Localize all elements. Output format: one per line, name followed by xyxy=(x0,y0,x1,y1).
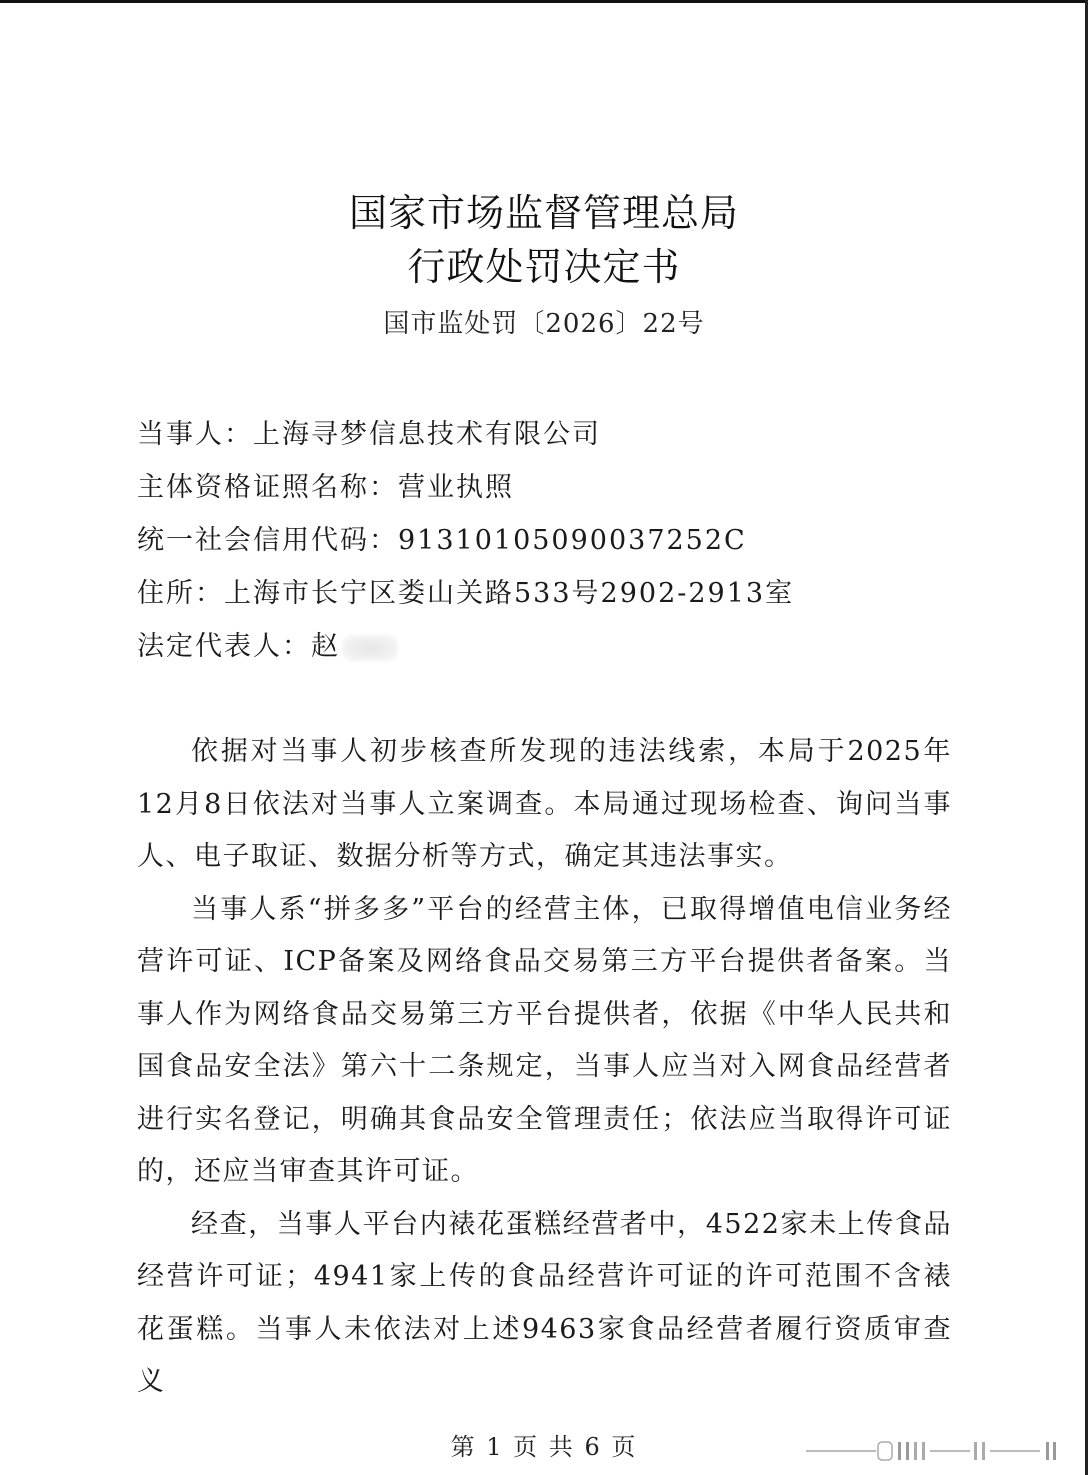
page-top-edge xyxy=(0,0,1088,3)
document-number: 国市监处罚〔2026〕22号 xyxy=(383,309,705,339)
credit-code-line xyxy=(137,514,957,567)
redaction-blur xyxy=(342,635,398,661)
legal-rep-label: 法定代表人： xyxy=(137,631,311,662)
party-label: 当事人： xyxy=(137,419,253,450)
document-title xyxy=(0,186,1088,294)
license-value: 营业执照 xyxy=(398,472,514,503)
license-label: 主体资格证照名称： xyxy=(137,472,398,503)
title-document-type: 行政处罚决定书 xyxy=(407,245,681,289)
party-info-section xyxy=(137,408,957,673)
paragraph-platform-obligations: 当事人系“拼多多”平台的经营主体，已取得增值电信业务经营许可证、ICP备案及网络食品交易第三方平台提供者备案。当事人作为网络食品交易第三方平台提供者，依据《中华人民共和国食品安全法》第六十二条规定，当事人应当对入网食品经营者进行实名登记，明确其食品安全管理责任；依法应当取得许可证的，还应当审查其许可证。 xyxy=(137,893,952,1187)
legal-representative-line xyxy=(137,620,957,673)
page-indicator: 第 1 页 共 6 页 xyxy=(450,1433,638,1461)
address-value: 上海市长宁区娄山关路533号2902-2913室 xyxy=(224,578,795,609)
party-value: 上海寻梦信息技术有限公司 xyxy=(253,419,601,450)
title-authority: 国家市场监督管理总局 xyxy=(348,191,739,235)
address-label: 住所： xyxy=(137,578,224,609)
party-line xyxy=(137,408,957,461)
watermark-marks xyxy=(806,1440,1062,1462)
paragraph-findings: 经查，当事人平台内裱花蛋糕经营者中，4522家未上传食品经营许可证；4941家上传的食品经营许可证的许可范围不含裱花蛋糕。当事人未依法对上述9463家食品经营者履行资质审查义 xyxy=(137,1208,952,1397)
legal-rep-value: 赵 xyxy=(311,631,340,662)
credit-code-label: 统一社会信用代码： xyxy=(137,525,398,556)
decision-body xyxy=(137,726,952,1409)
address-line xyxy=(137,567,957,620)
credit-code-value: 91310105090037252C xyxy=(398,525,747,556)
license-line xyxy=(137,461,957,514)
paragraph-investigation: 依据对当事人初步核查所发现的违法线索，本局于2025年12月8日依法对当事人立案调查。本局通过现场检查、询问当事人、电子取证、数据分析等方式，确定其违法事实。 xyxy=(137,736,952,872)
